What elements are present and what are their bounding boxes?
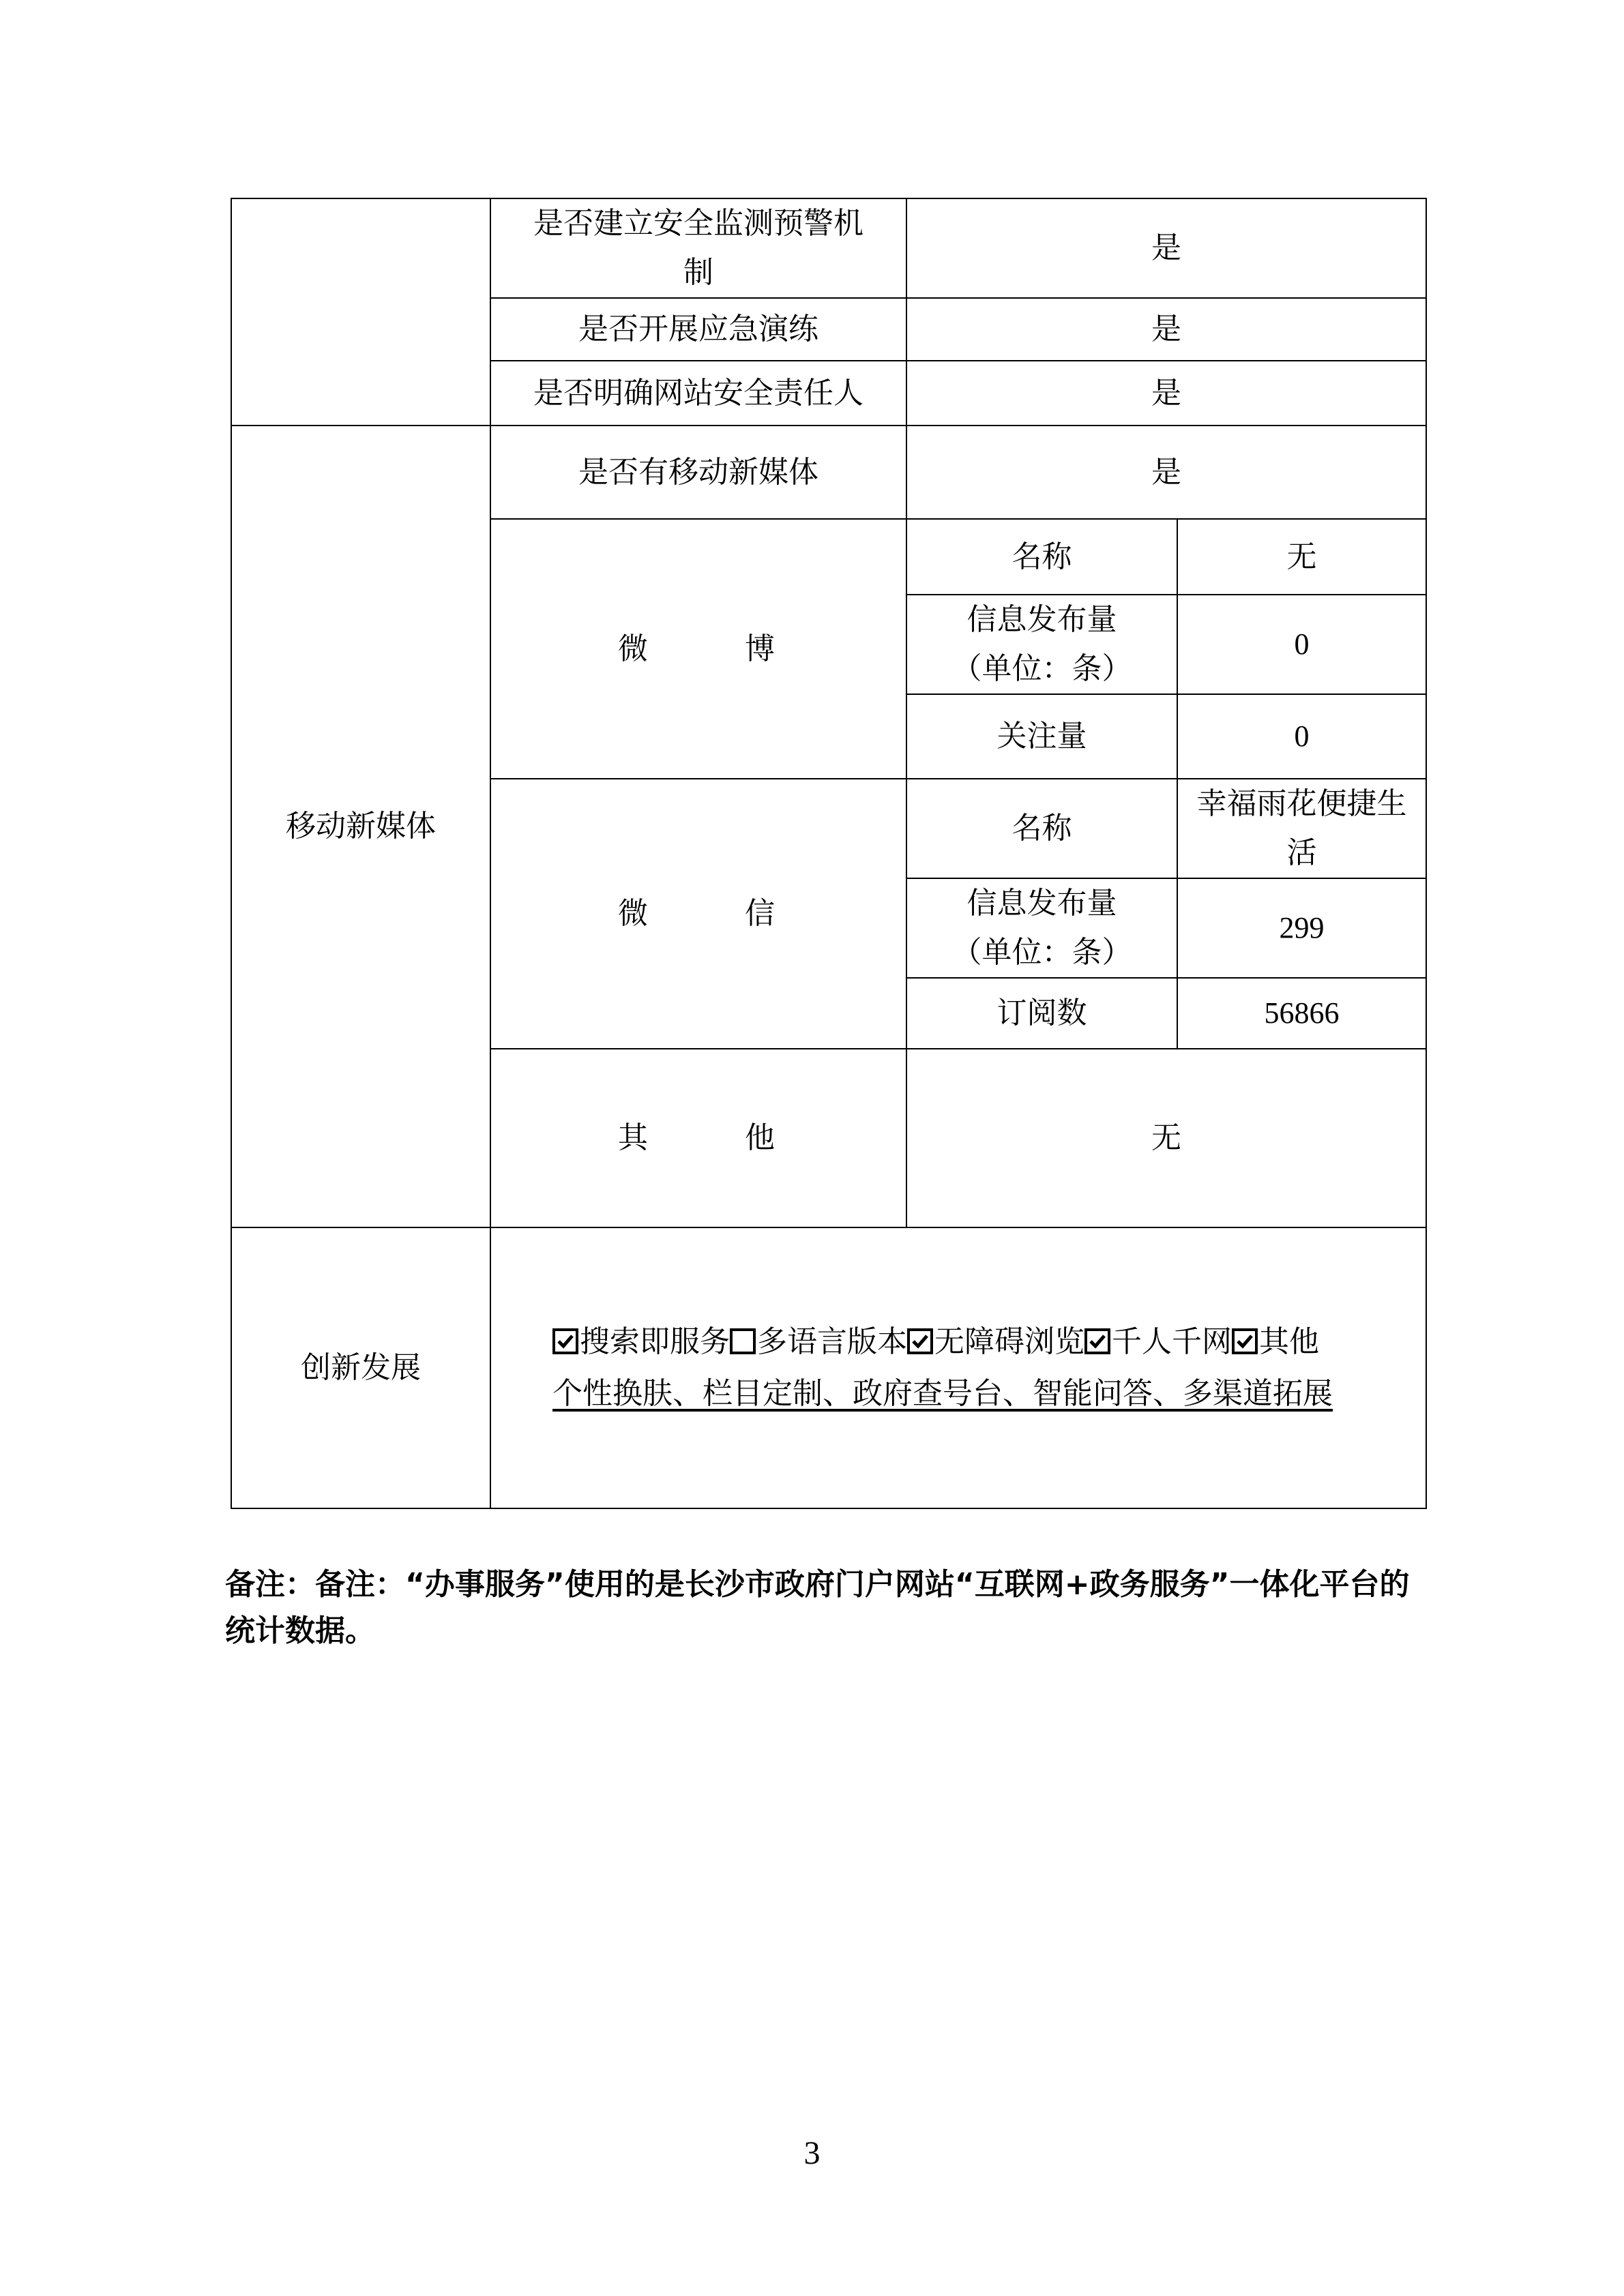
weibo-name-label: 名称 <box>906 519 1177 595</box>
option-label: 其他 <box>1259 1324 1319 1359</box>
table-row <box>231 198 1426 298</box>
checkbox-checked-icon[interactable] <box>552 1328 578 1354</box>
footnote: 备注：备注：“办事服务”使用的是长沙市政府门户网站“互联网+政务服务”一体化平台的统计数据。 <box>225 1567 1410 1648</box>
innovation-other-text: 个性换肤、栏目定制、政府查号台、智能问答、多渠道拓展 <box>552 1376 1333 1411</box>
emergency-drill-label: 是否开展应急演练 <box>490 298 906 361</box>
other-media-value: 无 <box>906 1049 1426 1227</box>
wechat-subscribers-value: 56866 <box>1177 978 1426 1049</box>
innovation-options-cell <box>490 1227 1426 1508</box>
checkbox-checked-icon[interactable] <box>1084 1328 1110 1354</box>
table-row <box>231 1227 1426 1508</box>
checkbox-checked-icon[interactable] <box>1232 1328 1258 1354</box>
innovation-options <box>552 1316 1412 1368</box>
weibo-posts-value: 0 <box>1177 595 1426 694</box>
wechat-name-value: 幸福雨花便捷生活 <box>1177 779 1426 878</box>
option-personalized[interactable] <box>1084 1324 1232 1359</box>
security-monitoring-label: 是否建立安全监测预警机制 <box>490 198 906 298</box>
has-mobile-media-value: 是 <box>906 426 1426 519</box>
option-search-as-service[interactable] <box>552 1324 730 1359</box>
emergency-drill-value: 是 <box>906 298 1426 361</box>
checkbox-checked-icon[interactable] <box>907 1328 933 1354</box>
weibo-posts-label: 信息发布量（单位：条） <box>906 595 1177 694</box>
other-media-label: 其 他 <box>490 1049 906 1227</box>
mobile-media-section-label: 移动新媒体 <box>231 426 490 1227</box>
option-other[interactable] <box>1232 1324 1319 1359</box>
report-table <box>231 198 1427 1509</box>
option-accessibility[interactable] <box>907 1324 1084 1359</box>
wechat-name-label: 名称 <box>906 779 1177 878</box>
weibo-label: 微 博 <box>490 519 906 779</box>
table-row <box>231 426 1426 519</box>
wechat-subscribers-label: 订阅数 <box>906 978 1177 1049</box>
report-table-container <box>231 198 1426 1508</box>
security-section-cell <box>231 198 490 426</box>
weibo-followers-value: 0 <box>1177 694 1426 779</box>
weibo-name-value: 无 <box>1177 519 1426 595</box>
option-label: 多语言版本 <box>757 1324 907 1359</box>
option-label: 千人千网 <box>1112 1324 1232 1359</box>
wechat-label: 微 信 <box>490 779 906 1049</box>
page-number: 3 <box>803 2135 821 2171</box>
has-mobile-media-label: 是否有移动新媒体 <box>490 426 906 519</box>
security-responsible-value: 是 <box>906 361 1426 426</box>
option-label: 搜索即服务 <box>580 1324 730 1359</box>
wechat-posts-value: 299 <box>1177 878 1426 978</box>
option-label: 无障碍浏览 <box>934 1324 1084 1359</box>
innovation-section-label: 创新发展 <box>231 1227 490 1508</box>
security-responsible-label: 是否明确网站安全责任人 <box>490 361 906 426</box>
wechat-posts-label: 信息发布量（单位：条） <box>906 878 1177 978</box>
weibo-followers-label: 关注量 <box>906 694 1177 779</box>
security-monitoring-value: 是 <box>906 198 1426 298</box>
option-multilingual[interactable] <box>730 1324 907 1359</box>
checkbox-unchecked-icon[interactable] <box>730 1328 756 1354</box>
